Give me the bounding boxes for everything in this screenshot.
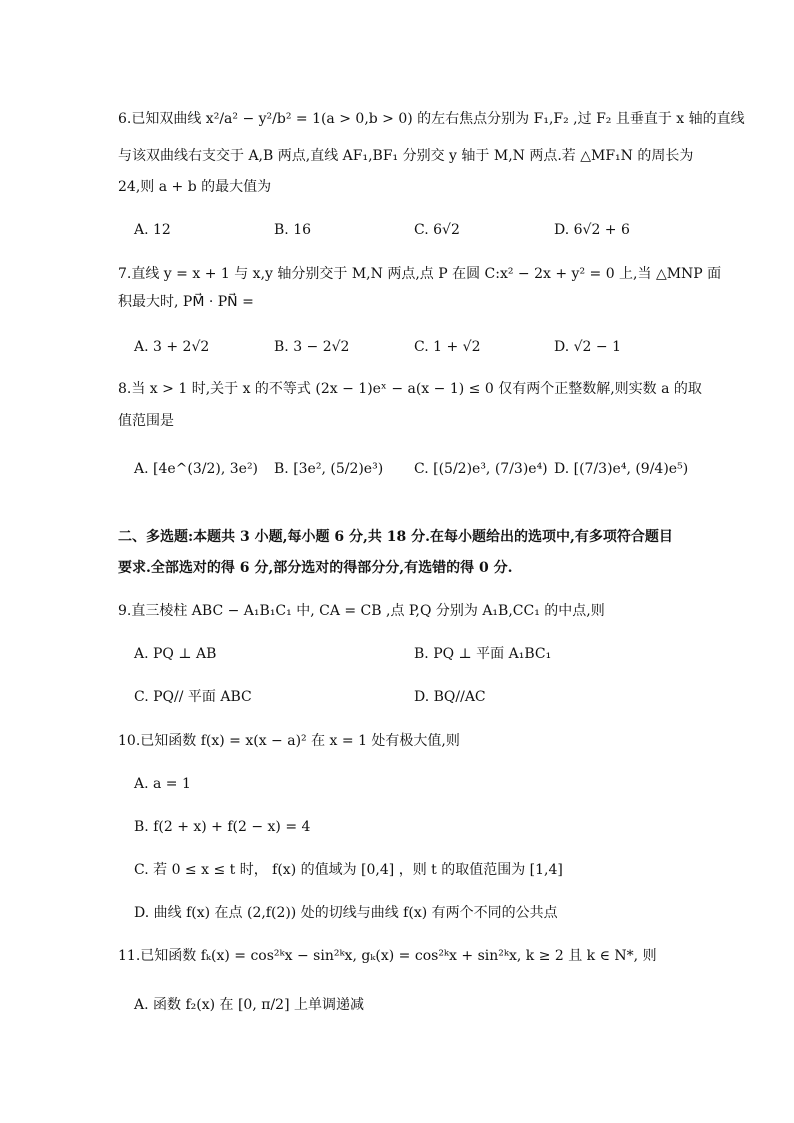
q11-stem: 11.已知函数 fₖ(x) = cos²ᵏx − sin²ᵏx, gₖ(x) = cos²ᵏx + sin²ᵏx, k ≥ 2 且 k ∈ N*, 则 [118,948,657,964]
q10-option-b-row [134,816,694,838]
q7-option-d: D. √2 − 1 [554,339,621,355]
q9-options-row-2 [134,686,694,708]
q8-option-b: B. [3e², (5/2)e³) [274,461,384,477]
q11-option-a: A. 函数 f₂(x) 在 [0, π/2] 上单调递减 [134,997,364,1013]
q9-options-row-1 [134,643,694,665]
q6-option-d: D. 6√2 + 6 [554,222,630,238]
q9-option-b: B. PQ ⊥ 平面 A₁BC₁ [414,646,552,662]
q10-stem: 10.已知函数 f(x) = x(x − a)² 在 x = 1 处有极大值,则 [118,733,460,749]
q6-stem-line-3: 24,则 a + b 的最大值为 [118,179,272,195]
q6-option-c: C. 6√2 [414,222,460,238]
q10-option-a: A. a = 1 [134,776,191,792]
q7-option-c: C. 1 + √2 [414,339,481,355]
q9-option-c: C. PQ// 平面 ABC [134,689,252,705]
q7-option-a: A. 3 + 2√2 [134,339,210,355]
q8-options [134,458,694,480]
q8-option-a: A. [4e^(3/2), 3e²) [134,461,259,477]
q6-stem-line-2: 与该双曲线右支交于 A,B 两点,直线 AF₁,BF₁ 分别交 y 轴于 M,N 两点.若 △MF₁N 的周长为 [118,148,694,164]
section-2-heading-line-1: 二、多选题:本题共 3 小题,每小题 6 分,共 18 分.在每小题给出的选项中,有多项符合题目 [118,529,673,545]
q7-options [134,336,694,358]
q10-option-a-row [134,773,694,795]
q7-stem-line-2: 积最大时, PM⃗ · PN⃗ = [118,294,254,310]
q11-option-a-row [134,994,694,1016]
q9-option-d: D. BQ//AC [414,689,486,705]
q6-option-a: A. 12 [134,222,171,238]
q8-stem-line-1: 8.当 x > 1 时,关于 x 的不等式 (2x − 1)eˣ − a(x − 1) ≤ 0 仅有两个正整数解,则实数 a 的取 [118,381,702,397]
q6-stem-line-1: 6.已知双曲线 x²/a² − y²/b² = 1(a > 0,b > 0) 的左右焦点分别为 F₁,F₂ ,过 F₂ 且垂直于 x 轴的直线 [118,111,745,127]
q10-option-c: C. 若 0 ≤ x ≤ t 时， f(x) 的值域为 [0,4] ，则 t 的取值范围为 [1,4] [134,862,563,878]
q7-option-b: B. 3 − 2√2 [274,339,350,355]
q10-option-d-row [134,902,694,924]
q10-option-c-row [134,859,694,881]
section-2-heading-line-2: 要求.全部选对的得 6 分,部分选对的得部分分,有选错的得 0 分. [118,560,513,576]
q8-stem-line-2: 值范围是 [118,413,174,429]
q9-stem: 9.直三棱柱 ABC − A₁B₁C₁ 中, CA = CB ,点 P,Q 分别为 A₁B,CC₁ 的中点,则 [118,603,605,619]
q8-option-c: C. [(5/2)e³, (7/3)e⁴) [414,461,548,477]
q6-option-b: B. 16 [274,222,312,238]
q7-stem-line-1: 7.直线 y = x + 1 与 x,y 轴分别交于 M,N 两点,点 P 在圆 C:x² − 2x + y² = 0 上,当 △MNP 面 [118,266,722,282]
q10-option-b: B. f(2 + x) + f(2 − x) = 4 [134,819,311,835]
q6-options [134,219,694,241]
q10-option-d: D. 曲线 f(x) 在点 (2,f(2)) 处的切线与曲线 f(x) 有两个不同的公共点 [134,905,558,921]
q8-option-d: D. [(7/3)e⁴, (9/4)e⁵) [554,461,689,477]
q9-option-a: A. PQ ⊥ AB [134,646,217,662]
